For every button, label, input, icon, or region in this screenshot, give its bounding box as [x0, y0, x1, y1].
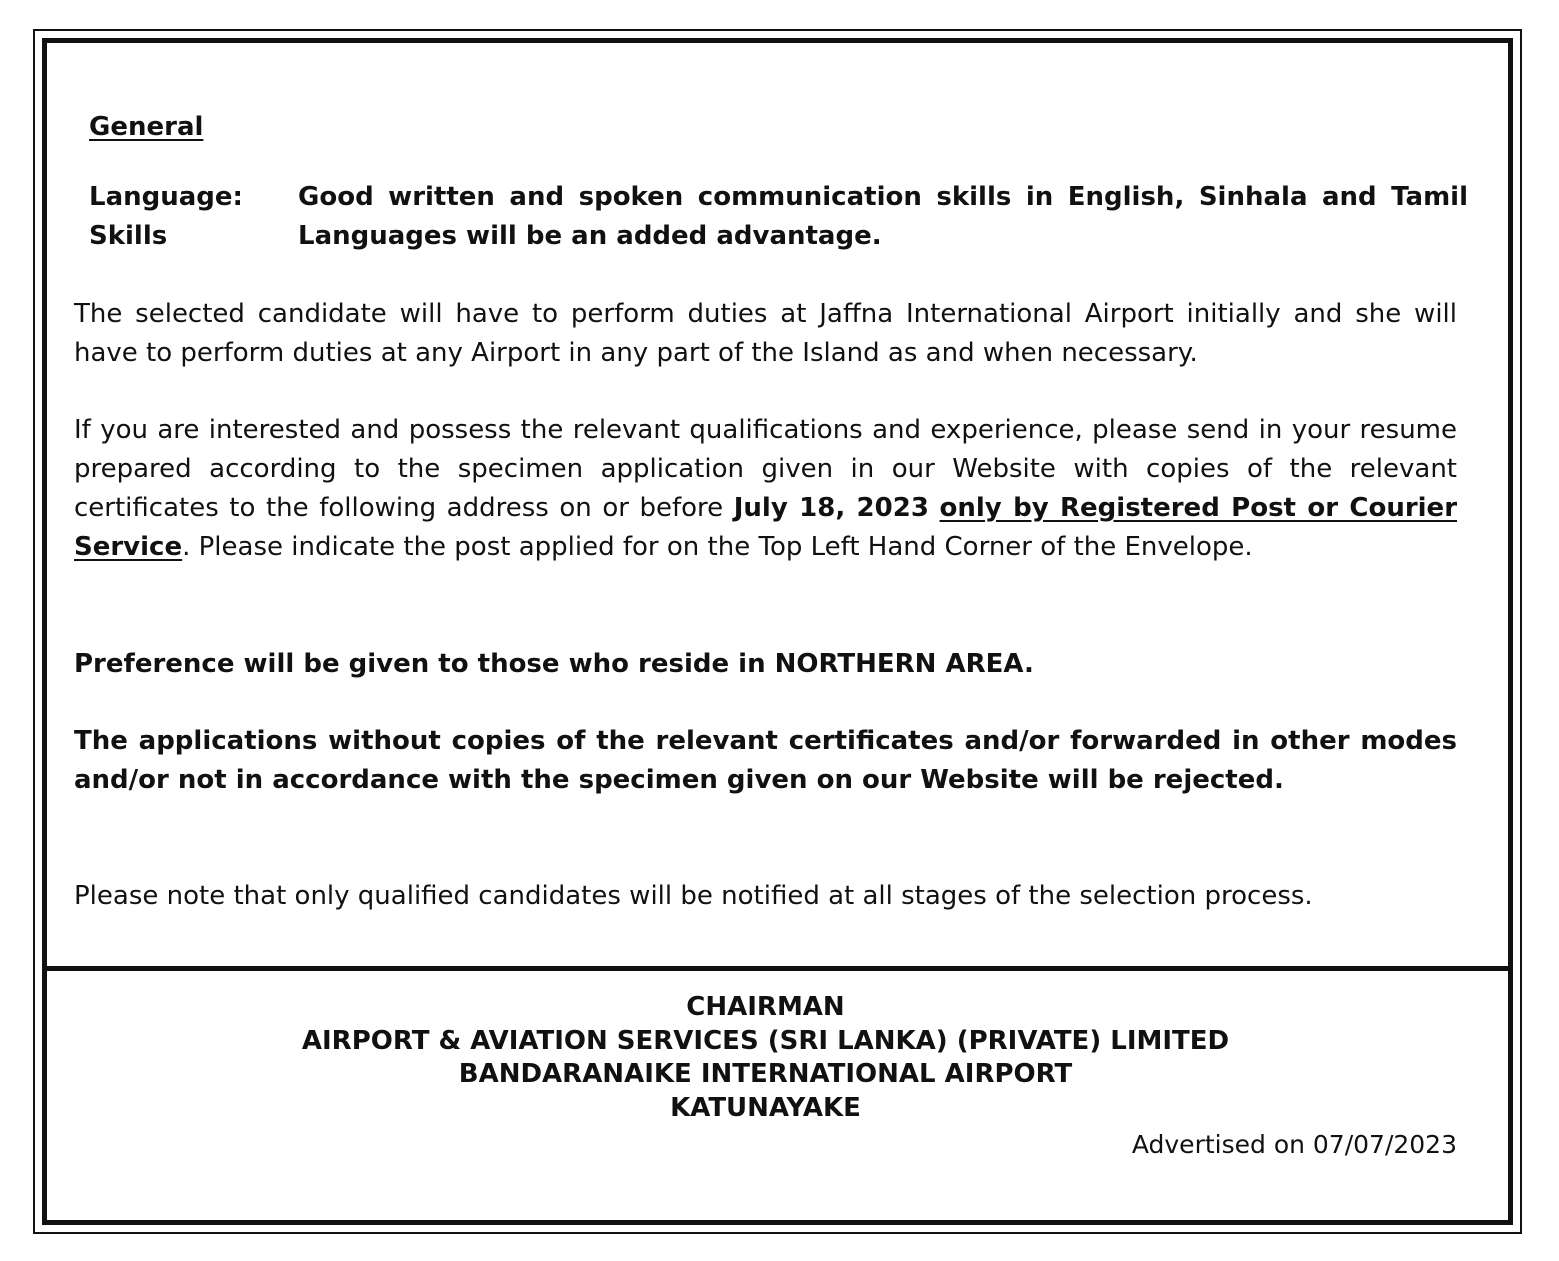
footer-chairman: CHAIRMAN: [686, 992, 845, 1022]
language-label-line2: Skills: [89, 221, 168, 251]
duties-paragraph: The selected candidate will have to perform duties at Jaffna International Airport initially and she will have to perform duties at any Airport in any part of the Island as and when necessary.: [74, 299, 1457, 368]
advertised-date: Advertised on 07/07/2023: [1131, 1130, 1457, 1159]
footer-city: KATUNAYAKE: [670, 1093, 861, 1123]
footer-airport: BANDARANAIKE INTERNATIONAL AIRPORT: [458, 1059, 1073, 1089]
application-outro: . Please indicate the post applied for on the Top Left Hand Corner of the Envelope.: [182, 532, 1253, 562]
preference-paragraph: Preference will be given to those who reside in NORTHERN AREA.: [74, 649, 1034, 679]
language-skills-label: [89, 178, 269, 256]
general-heading: General: [89, 112, 204, 142]
application-paragraph: [74, 411, 1457, 567]
application-method: only by Registered Post or Courier Service: [74, 493, 1458, 562]
footer-company: AIRPORT & AVIATION SERVICES (SRI LANKA) (PRIVATE) LIMITED: [301, 1026, 1230, 1056]
language-label-line1: Language:: [89, 182, 243, 212]
application-intro: If you are interested and possess the relevant qualifications and experience, please send in your resume prepared according to the specimen application given in our Website with copies of the relevant certificates to the following address on or before: [74, 415, 1457, 523]
application-deadline: July 18, 2023: [733, 493, 929, 523]
footer-divider: [42, 966, 1513, 971]
notice-paragraph: Please note that only qualified candidates will be notified at all stages of the selection process.: [74, 881, 1313, 911]
language-skills-value: Good written and spoken communication skills in English, Sinhala and Tamil Languages will be an added advantage.: [298, 182, 1468, 251]
rejection-paragraph: The applications without copies of the relevant certificates and/or forwarded in other modes and/or not in accordance with the specimen given on our Website will be rejected.: [74, 726, 1457, 795]
